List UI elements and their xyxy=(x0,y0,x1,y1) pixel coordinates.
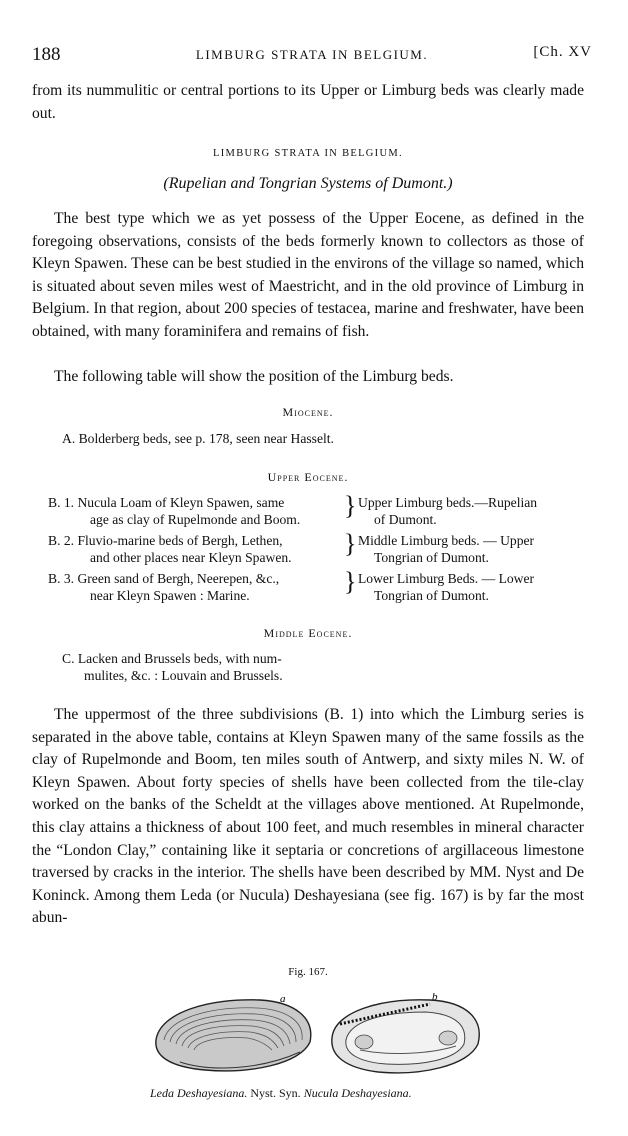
caption-syn: Syn. xyxy=(279,1086,301,1100)
table-row-c-1: C. Lacken and Brussels beds, with num- xyxy=(62,651,282,666)
table-row-b2-left-1: B. 2. Fluvio-marine beds of Bergh, Lethen, xyxy=(48,533,283,548)
table-row-b3-left-2: near Kleyn Spawen : Marine. xyxy=(90,588,250,603)
table-row-c-2: mulites, &c. : Louvain and Brussels. xyxy=(84,668,283,683)
figure-letter-b: b xyxy=(432,991,438,1003)
figure-caption xyxy=(150,1086,412,1101)
shell-b-interior xyxy=(332,1000,479,1073)
table-row-b3-right-2: Tongrian of Dumont. xyxy=(374,588,489,603)
table-row-b1-right-1: Upper Limburg beds.—Rupelian xyxy=(358,495,538,510)
brace-icon: } xyxy=(344,567,357,596)
upper-eocene-heading: Upper Eocene. xyxy=(267,470,349,484)
page-number: 188 xyxy=(32,44,61,65)
paragraph-2: The following table will show the position of the Limburg beds. xyxy=(54,368,454,385)
table-row-b2-left-2: and other places near Kleyn Spawen. xyxy=(90,550,292,565)
brace-icon: } xyxy=(344,491,357,520)
chapter-marker: [Ch. XV xyxy=(533,44,592,60)
page-header xyxy=(32,44,592,68)
section-subtitle: (Rupelian and Tongrian Systems of Dumont.) xyxy=(163,175,453,192)
intro-text: from its nummulitic or central portions to its Upper or Limburg beds was clearly made out. xyxy=(32,82,584,122)
brace-icon: } xyxy=(344,529,357,558)
section-title: LIMBURG STRATA IN BELGIUM. xyxy=(213,148,403,159)
caption-species: Leda Deshayesiana. xyxy=(150,1086,248,1100)
table-row-b3-left-1: B. 3. Green sand of Bergh, Neerepen, &c., xyxy=(48,571,280,586)
figure-label: Fig. 167. xyxy=(288,966,328,978)
miocene-heading: Miocene. xyxy=(282,405,334,419)
table-row-b2-right-1: Middle Limburg beds. — Upper xyxy=(358,533,535,548)
middle-eocene-heading: Middle Eocene. xyxy=(263,626,353,640)
caption-author: Nyst. xyxy=(250,1086,276,1100)
paragraph-1: The best type which we as yet possess of the Upper Eocene, as defined in the foregoing observations, consists of the beds formerly known to collectors as those of Kleyn Spawen. These can be best studied in the environs of the village so named, which is situated about seven miles west of Maestricht, and in the old province of Limburg in Belgium. In that region, about 200 species of testacea, marine and freshwater, have been obtained, with many foraminifera and remains of fish. xyxy=(32,210,584,340)
table-row-b1-left-2: age as clay of Rupelmonde and Boom. xyxy=(90,512,301,527)
figure-167-shells xyxy=(150,990,490,1080)
table-row-b1-right-2: of Dumont. xyxy=(374,512,437,527)
running-title: LIMBURG STRATA IN BELGIUM. xyxy=(195,47,429,62)
paragraph-3: The uppermost of the three subdivisions (B. 1) into which the Limburg series is separated in the above table, contains at Kleyn Spawen many of the same fossils as the clay of Rupelmonde and Boom, ten miles south of Antwerp, and sixty miles N. W. of Kleyn Spawen. About forty species of shells have been collected from the tile-clay worked on the banks of the Scheldt at the villages above mentioned. At Rupelmonde, this clay attains a thickness of about 100 feet, and much resembles in mineral character the “London Clay,” containing like it septaria or concretions of argillaceous limestone traversed by cracks in the interior. The shells have been described by MM. Nyst and De Koninck. Among them Leda (or Nucula) Deshayesiana (see fig. 167) is by far the most abun- xyxy=(32,706,584,927)
table-row-b3-right-1: Lower Limburg Beds. — Lower xyxy=(358,571,535,586)
figure-letter-a: a xyxy=(280,993,286,1005)
table-row-a: A. Bolderberg beds, see p. 178, seen near Hasselt. xyxy=(62,431,334,446)
table-row-b1-left-1: B. 1. Nucula Loam of Kleyn Spawen, same xyxy=(48,495,285,510)
caption-synonym: Nucula Deshayesiana. xyxy=(303,1086,412,1100)
table-row-b2-right-2: Tongrian of Dumont. xyxy=(374,550,489,565)
shell-a-exterior xyxy=(156,1000,311,1071)
